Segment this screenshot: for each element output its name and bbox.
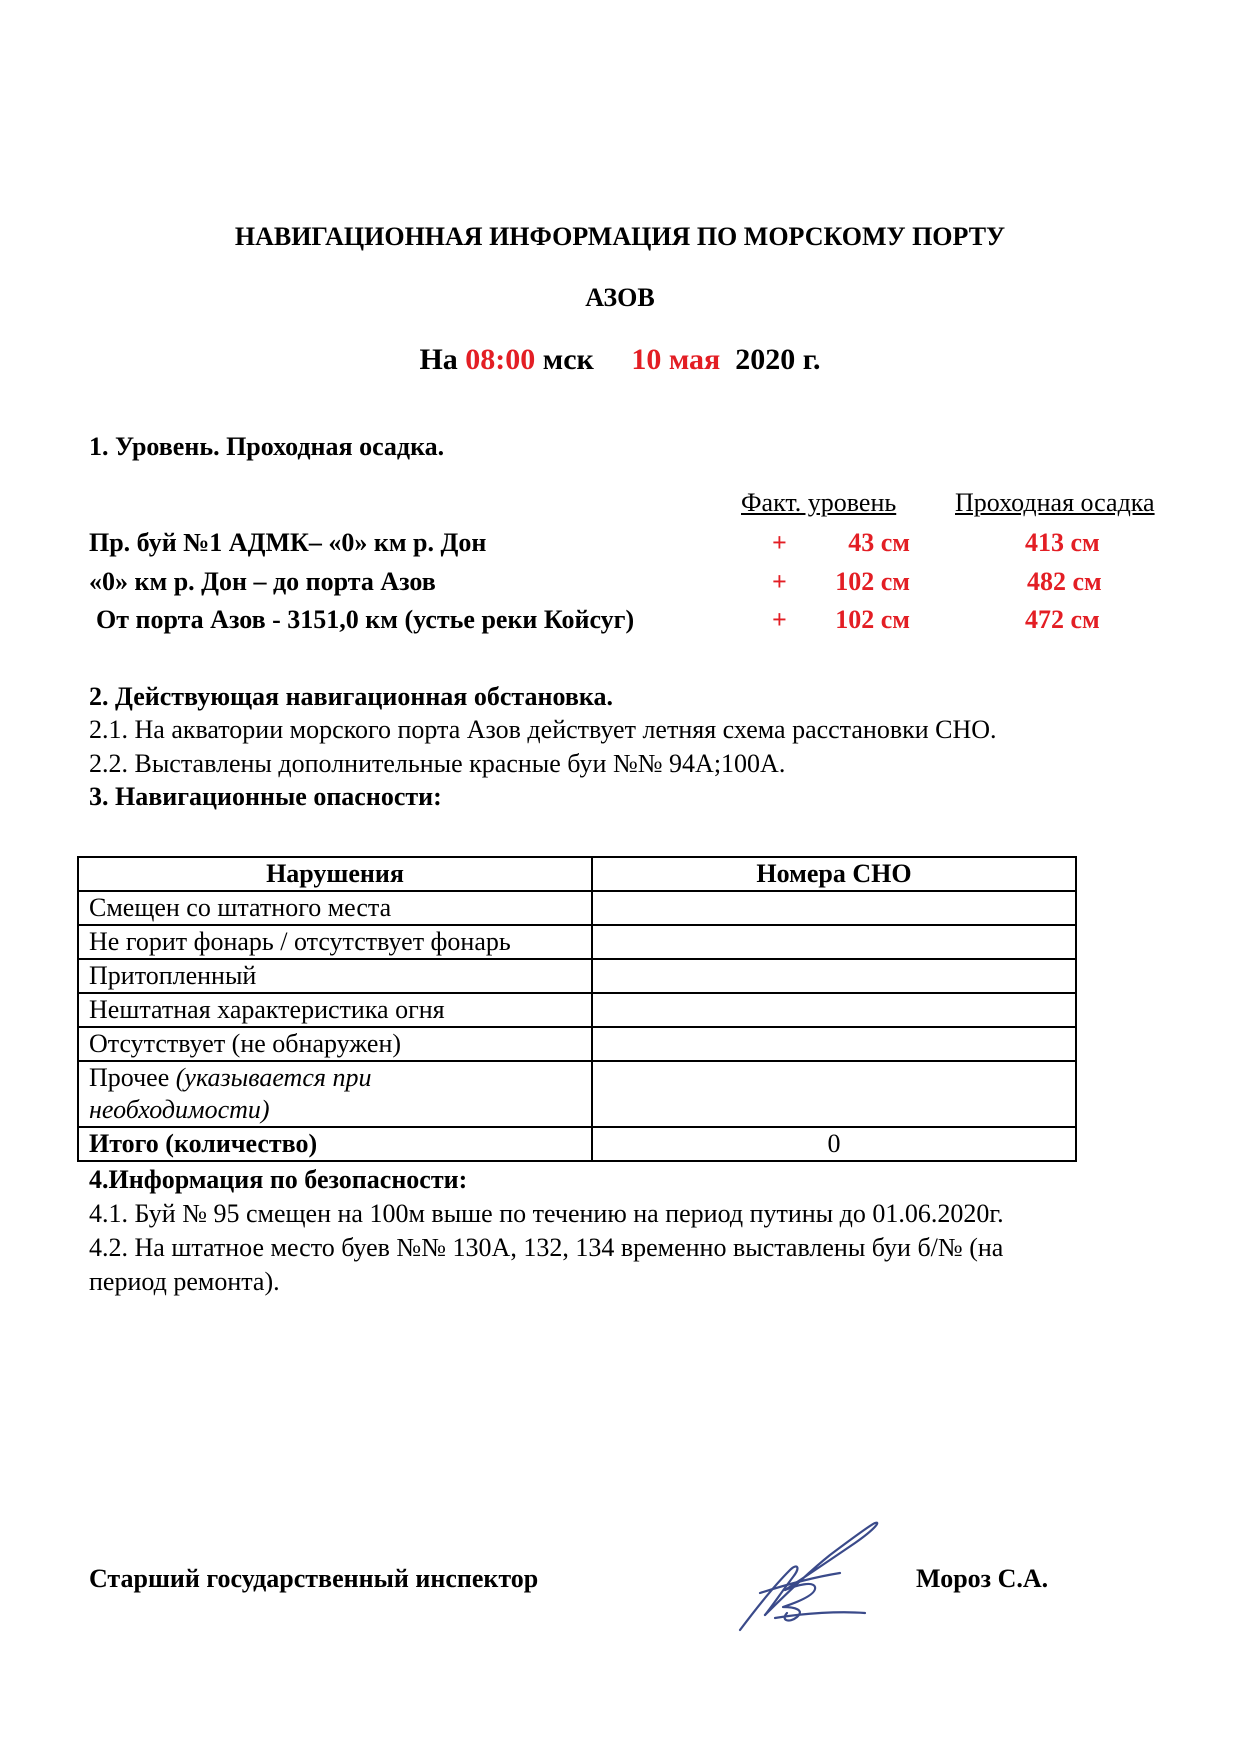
table-header-row	[78, 857, 1076, 891]
document-title: НАВИГАЦИОННАЯ ИНФОРМАЦИЯ ПО МОРСКОМУ ПОРТУ	[234, 222, 1006, 251]
violation-label: Не горит фонарь / отсутствует фонарь	[78, 925, 592, 959]
section2-item: 2.1. На акватории морского порта Азов действует летняя схема расстановки СНО.	[89, 715, 997, 744]
signer-name: Мороз С.А.	[916, 1564, 1049, 1593]
section3-heading: 3. Навигационные опасности:	[89, 782, 442, 811]
violation-label-other	[78, 1061, 592, 1127]
level-row-level: 102 см	[835, 605, 910, 634]
date-prefix: На	[419, 343, 458, 376]
violations-table	[77, 856, 1077, 1162]
report-date: 10 мая	[631, 343, 721, 376]
violation-label: Смещен со штатного места	[78, 891, 592, 925]
violation-value	[592, 1027, 1076, 1061]
section4-item: 4.2. На штатное место буев №№ 130А, 132, 134 временно выставлены буи б/№ (на	[89, 1233, 1004, 1262]
section4-item: 4.1. Буй № 95 смещен на 100м выше по течению на период путины до 01.06.2020г.	[89, 1199, 1004, 1228]
other-note: (указывается при	[175, 1063, 372, 1092]
section2-item: 2.2. Выставлены дополнительные красные буи №№ 94А;100А.	[89, 749, 786, 778]
total-label: Итого (количество)	[78, 1127, 592, 1161]
level-row-sign: +	[772, 605, 787, 634]
level-row-sign: +	[772, 567, 787, 596]
column-header-draft: Проходная осадка	[955, 488, 1155, 517]
other-label: Прочее	[89, 1063, 170, 1092]
section4-heading: 4.Информация по безопасности:	[89, 1165, 468, 1194]
table-header-violations: Нарушения	[78, 857, 592, 891]
violation-label: Нештатная характеристика огня	[78, 993, 592, 1027]
table-row	[78, 891, 1076, 925]
column-header-level: Факт. уровень	[741, 488, 897, 517]
report-date-line	[0, 343, 1240, 377]
level-row-name: Пр. буй №1 АДМК– «0» км р. Дон	[89, 528, 487, 557]
table-row	[78, 993, 1076, 1027]
report-year: 2020 г.	[735, 343, 821, 376]
level-row-level: 43 см	[848, 528, 910, 557]
table-row-other	[78, 1061, 1076, 1127]
violation-value	[592, 993, 1076, 1027]
level-row-draft: 413 см	[1025, 528, 1100, 557]
table-header-numbers: Номера СНО	[592, 857, 1076, 891]
port-name: АЗОВ	[585, 283, 655, 312]
violation-value	[592, 1061, 1076, 1127]
section1-heading: 1. Уровень. Проходная осадка.	[89, 432, 445, 461]
level-row-sign: +	[772, 528, 787, 557]
table-row	[78, 959, 1076, 993]
violation-value	[592, 891, 1076, 925]
level-row-name: «0» км р. Дон – до порта Азов	[89, 567, 436, 596]
level-row-level: 102 см	[835, 567, 910, 596]
signer-position: Старший государственный инспектор	[89, 1564, 539, 1593]
violation-label: Отсутствует (не обнаружен)	[78, 1027, 592, 1061]
section4-item-continued: период ремонта).	[89, 1267, 280, 1296]
time-zone: мск	[542, 343, 594, 376]
level-row-name: От порта Азов - 3151,0 км (устье реки Койсуг)	[96, 605, 635, 634]
level-row-draft: 482 см	[1027, 567, 1102, 596]
section2-heading: 2. Действующая навигационная обстановка.	[89, 682, 613, 711]
total-value: 0	[592, 1127, 1076, 1161]
level-row-draft: 472 см	[1025, 605, 1100, 634]
violation-label: Притопленный	[78, 959, 592, 993]
other-note-continued: необходимости)	[89, 1095, 270, 1124]
violation-value	[592, 959, 1076, 993]
table-row	[78, 925, 1076, 959]
table-row	[78, 1027, 1076, 1061]
table-total-row	[78, 1127, 1076, 1161]
signature-image	[735, 1515, 895, 1635]
violation-value	[592, 925, 1076, 959]
report-time: 08:00	[465, 343, 536, 376]
